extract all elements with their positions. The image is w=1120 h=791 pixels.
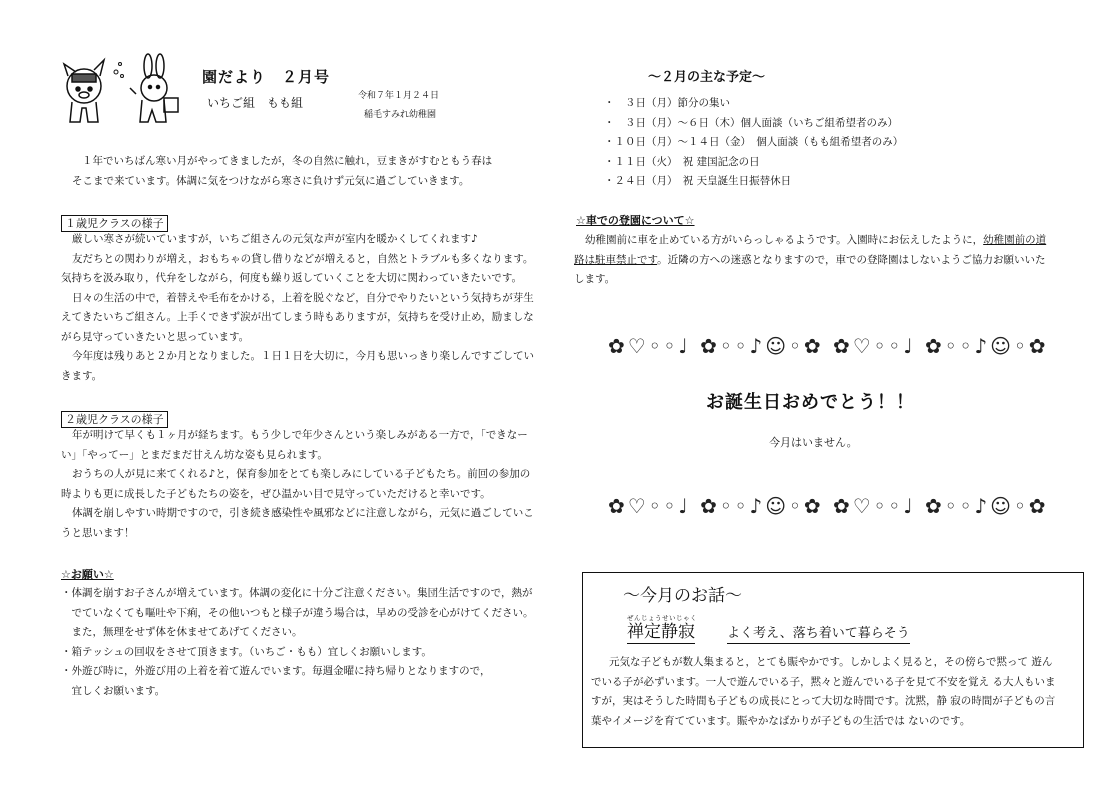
- class1-line: 気持ちを汲み取り，代弁をしながら，何度も繰り返していくことを大切に関わっていきたいです。: [61, 272, 523, 284]
- car-line: [574, 231, 1046, 251]
- class1-line: えてきたいちご組さん。上手くできず涙が出てしまう時もありますが，気持ちを受け止め，励ましな: [61, 311, 534, 323]
- birthday-title: お誕生日おめでとう！！: [706, 392, 915, 413]
- requests-heading: ☆お願い☆: [61, 568, 114, 581]
- schedule-item: ・ ３日（月）～６日（木）個人面談（いちご組希望者のみ）: [604, 116, 898, 129]
- class1-line: きます。: [61, 369, 103, 382]
- car-line: します。: [574, 273, 616, 285]
- request-line: また，無理をせず体を休ませてあげてください。: [61, 626, 303, 638]
- newsletter-title: 園だより ２月号: [202, 68, 331, 86]
- car-heading: ☆車での登園について☆: [576, 214, 695, 227]
- schedule-list: [604, 94, 903, 192]
- issue-date: 令和７年１月２４日: [358, 91, 440, 101]
- decor-border-top: ✿♡◦◦♩ ✿◦◦♪☺◦✿ ✿♡◦◦♩ ✿◦◦♪☺◦✿: [608, 334, 1049, 358]
- request-line: でていなくても嘔吐や下痢，その他いつもと様子が違う場合は，早めの受診を心がけてください。: [61, 606, 534, 619]
- idiom-meaning: よく考え、落ち着いて暮らそう: [727, 625, 910, 644]
- story-line: でいる子が必ずいます。一人で遊んでいる子，黙々と遊んでいる子を見て不安を覚え る大人もいま: [591, 675, 1056, 688]
- class1-line: 日々の生活の中で，着替えや毛布をかける，上着を脱ぐなど，自分でやりたいという気持ちが芽生: [72, 291, 534, 304]
- decor-border-bottom: ✿♡◦◦♩ ✿◦◦♪☺◦✿ ✿♡◦◦♩ ✿◦◦♪☺◦✿: [608, 494, 1049, 518]
- class1-heading: １歳児クラスの様子: [61, 215, 168, 232]
- class2-section: [61, 408, 168, 428]
- class2-line: 体調を崩しやすい時期ですので，引き続き感染性や風邪などに注意しながら，元気に過ごしていこ: [72, 507, 534, 519]
- schedule-item: ・１１日（火） 祝 建国記念の日: [604, 155, 760, 168]
- car-underlined: 路は駐車禁止です: [574, 253, 658, 266]
- request-line: ・外遊び時に，外遊び用の上着を着て遊んでいます。毎週金曜に持ち帰りとなりますので，: [61, 665, 491, 677]
- car-line: [574, 251, 1046, 271]
- intro-line: １年でいちばん寒い月がやってきましたが，冬の自然に触れ，豆まきがすむともう春は: [82, 155, 493, 167]
- class1-body: [61, 230, 534, 386]
- class2-line: 時よりも更に成長した子どもたちの姿を，ぜひ温かい目で見守っていただけると幸いです。: [61, 487, 491, 500]
- mascot-illustration: [56, 52, 186, 130]
- class1-section: [61, 212, 168, 232]
- schedule-item: ・ ３日（月）節分の集い: [604, 97, 730, 109]
- class1-line: 友だちとの関わりが増え，おもちゃの貸し借りなどが増えると，自然とトラブルも多くなります。: [72, 252, 534, 265]
- idiom: 禅定静寂: [627, 622, 695, 642]
- class1-line: がら見守っていきたいと思っています。: [61, 330, 250, 343]
- class1-line: 今年度は残りあと２か月となりました。１日１日を大切に，今月も思いっきり楽しんですごしてい: [72, 350, 534, 362]
- school-name: 稲毛すみれ幼稚園: [364, 110, 437, 120]
- class2-line: い」「やってー」とまだまだ甘えん坊な姿も見られます。: [61, 448, 328, 461]
- requests-body: [61, 584, 534, 701]
- class2-heading: ２歳児クラスの様子: [61, 411, 168, 428]
- schedule-heading: ～２月の主な予定～: [648, 70, 766, 85]
- request-line: 宜しくお願います。: [61, 684, 166, 697]
- story-body: [591, 653, 1056, 731]
- car-body: [574, 231, 1046, 290]
- schedule-item: ・１０日（月）～１４日（金） 個人面談（もも組希望者のみ）: [604, 136, 904, 148]
- class-names: いちご組 もも組: [207, 96, 304, 110]
- intro-paragraph: [72, 152, 492, 191]
- story-box: [582, 572, 1084, 748]
- request-line: ・箱テッシュの回収をさせて頂きます。（いちご・もも）宜しくお願いします。: [61, 645, 432, 658]
- car-text: 幼稚園前に車を止めている方がいらっしゃるようです。入園時にお伝えしたように，: [585, 234, 984, 246]
- class2-line: 年が明けて早くも１ヶ月が経ちます。もう少しで年少さんという楽しみがある一方で，「できなー: [72, 429, 528, 441]
- request-line: ・体調を崩すお子さんが増えています。体調の変化に十分ご注意ください。集団生活ですので，熱が: [61, 587, 533, 599]
- class2-line: おうちの人が見に来てくれる♪と，保育参加をとても楽しみにしている子どもたち。前回の参加の: [72, 468, 531, 480]
- idiom-reading: ぜんじょうせいじゃく: [627, 614, 697, 622]
- car-underlined: 幼稚園前の道: [983, 234, 1047, 246]
- story-title: ～今月のお話～: [623, 586, 742, 606]
- class2-body: [61, 426, 534, 543]
- story-line: 葉やイメージを育てています。賑やかなばかりが子どもの生活では ないのです。: [591, 714, 971, 727]
- car-text: 。近隣の方への迷惑となりますので，車での登降園はしないようご協力お願いいた: [657, 253, 1046, 266]
- birthday-text: 今月はいません。: [769, 436, 858, 449]
- story-line: すが，実はそうした時間も子どもの成長にとって大切な時間です。沈黙，静 寂の時間が子どもの言: [591, 695, 1056, 707]
- schedule-item: ・２４日（月） 祝 天皇誕生日振替休日: [604, 175, 792, 187]
- intro-line: そこまで来ています。体調に気をつけながら寒さに負けず元気に過ごしていきます。: [72, 174, 470, 187]
- story-line: 元気な子どもが数人集まると，とても賑やかです。しかしよく見ると，その傍らで黙って 遊ん: [609, 656, 1053, 668]
- class1-line: 厳しい寒さが続いていますが，いちご組さんの元気な声が室内を暖かくしてくれます♪: [72, 233, 478, 245]
- class2-line: うと思います！: [61, 526, 135, 539]
